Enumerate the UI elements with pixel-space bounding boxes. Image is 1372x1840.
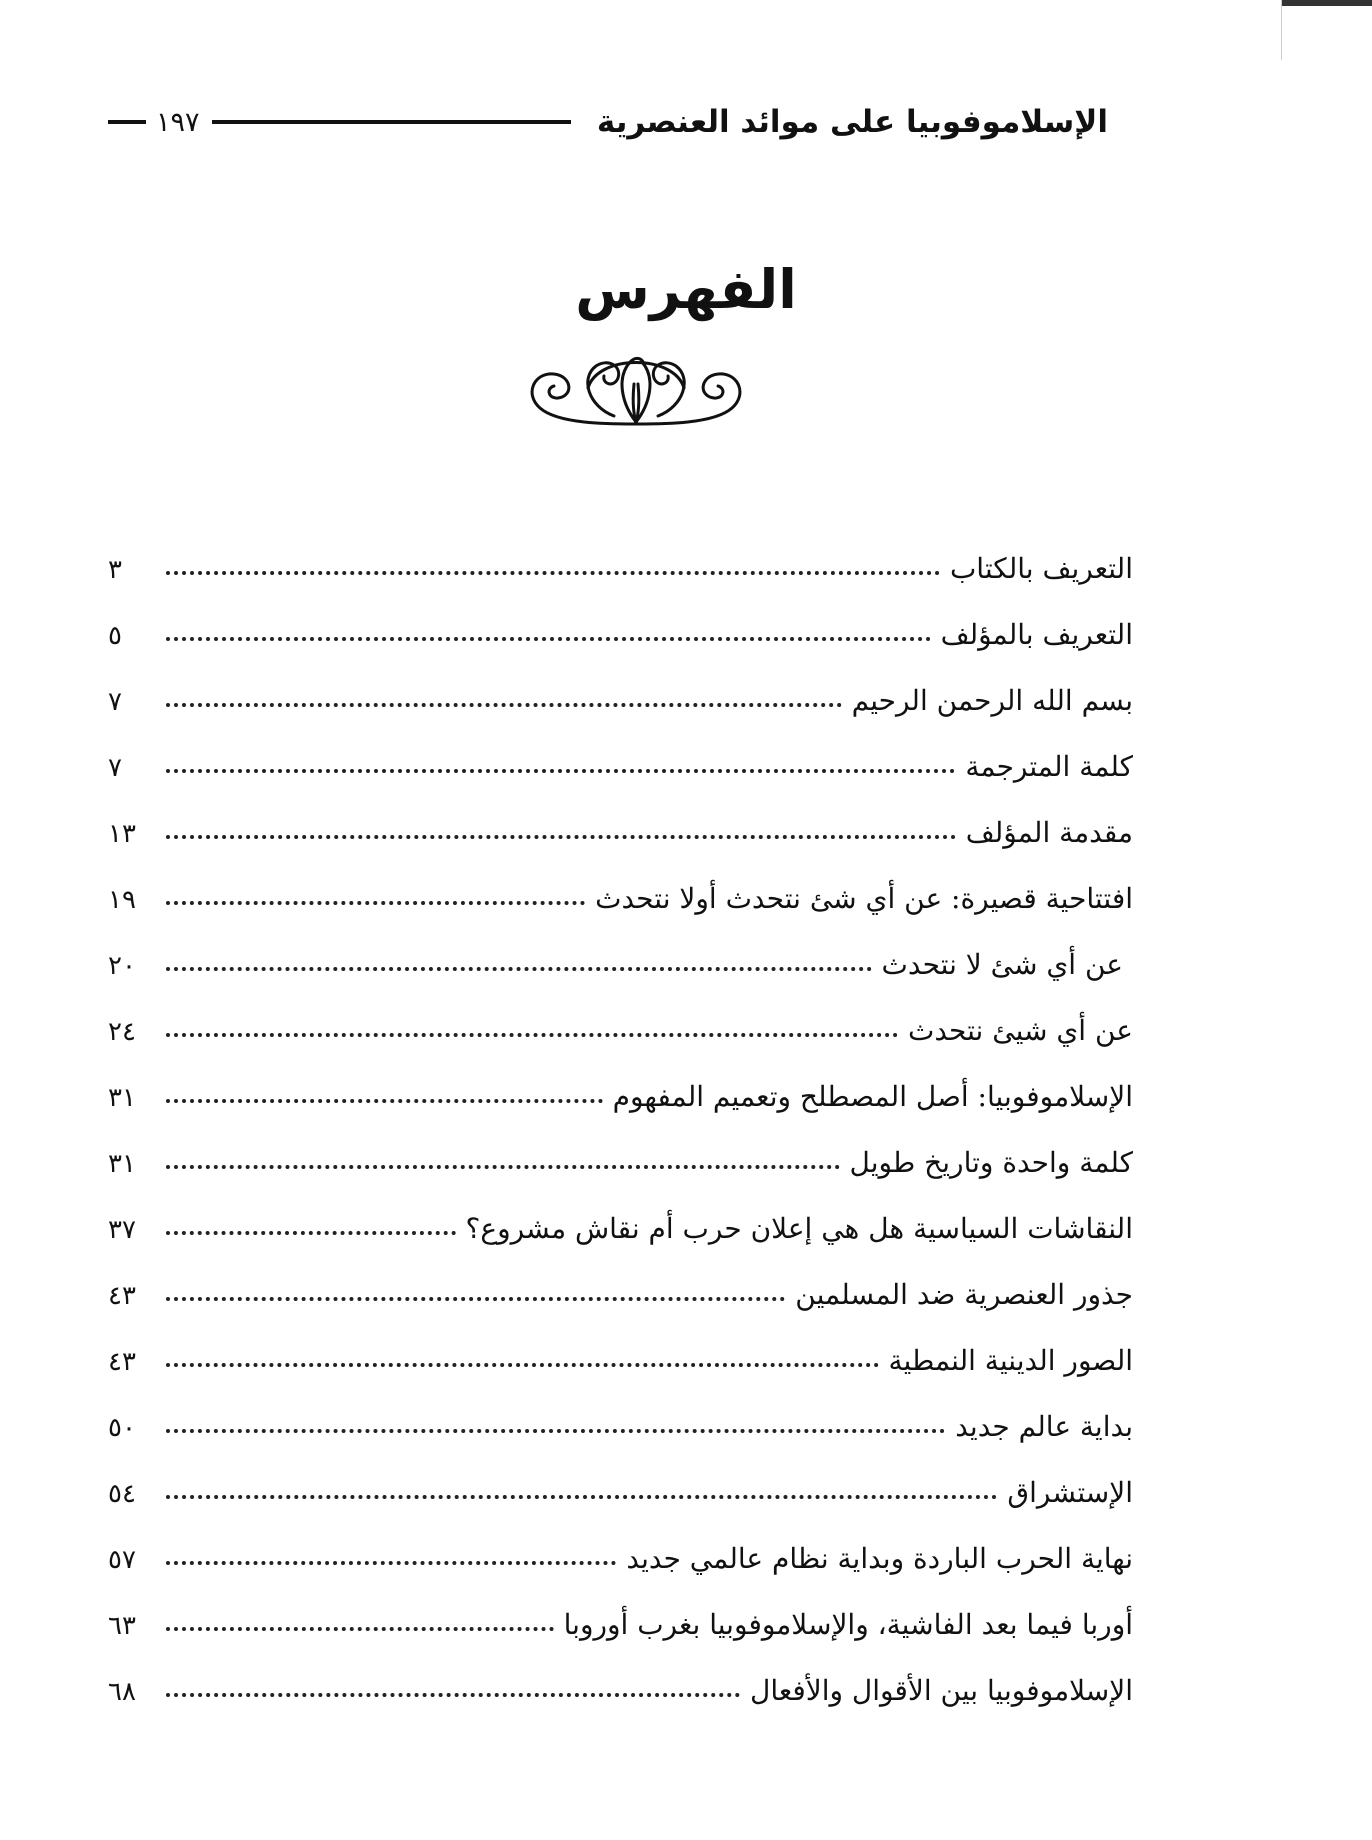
dot-leader xyxy=(166,769,955,773)
toc-entry-title: مقدمة المؤلف xyxy=(965,816,1133,849)
dot-leader xyxy=(166,571,940,575)
scan-artifact-line xyxy=(1281,0,1282,60)
toc-entry-title: التعريف بالكتاب xyxy=(949,552,1133,585)
toc-entry-page: ١٩ xyxy=(108,885,136,915)
toc-entry-title: كلمة المترجمة xyxy=(965,750,1133,783)
toc-entry-title: عن أي شيئ نتحدث xyxy=(907,1014,1133,1047)
toc-entry xyxy=(108,1185,1133,1251)
toc-entry-page: ٧ xyxy=(108,687,122,717)
toc-entry xyxy=(108,1383,1133,1449)
toc-entry xyxy=(108,987,1133,1053)
toc-entry xyxy=(108,1053,1133,1119)
dot-leader xyxy=(166,967,872,971)
toc-entry-page: ٥٧ xyxy=(108,1545,136,1575)
header-dash xyxy=(108,120,146,124)
toc-entry-title: افتتاحية قصيرة: عن أي شئ نتحدث أولا نتحدث xyxy=(595,882,1133,915)
dot-leader xyxy=(166,1297,785,1301)
dot-leader xyxy=(166,1561,616,1565)
toc-entry-page: ٤٣ xyxy=(108,1347,136,1377)
toc-entry-title: نهاية الحرب الباردة وبداية نظام عالمي جديد xyxy=(626,1542,1133,1575)
toc-entry xyxy=(108,591,1133,657)
toc-entry-title: النقاشات السياسية هل هي إعلان حرب أم نقاش مشروع؟ xyxy=(465,1212,1133,1245)
toc-entry-title: جذور العنصرية ضد المسلمين xyxy=(795,1278,1133,1311)
toc-entry-page: ٥ xyxy=(108,621,122,651)
dot-leader xyxy=(166,637,931,641)
running-header-title: الإسلاموفوبيا على موائد العنصرية xyxy=(596,104,1108,140)
toc-entry xyxy=(108,855,1133,921)
toc-entry-page: ١٣ xyxy=(108,819,136,849)
toc-entry-title: بسم الله الرحمن الرحيم xyxy=(851,684,1133,717)
toc-entry-page: ٣٧ xyxy=(108,1215,136,1245)
toc-entry-title: الإسلاموفوبيا بين الأقوال والأفعال xyxy=(749,1674,1133,1707)
toc-entry-title: الإسلاموفوبيا: أصل المصطلح وتعميم المفهوم xyxy=(612,1080,1133,1113)
toc-entry-title: بداية عالم جديد xyxy=(955,1410,1133,1443)
dot-leader xyxy=(166,1231,456,1235)
dot-leader xyxy=(166,901,585,905)
toc-entry xyxy=(108,723,1133,789)
toc-entry-page: ٣١ xyxy=(108,1083,136,1113)
toc-entry-page: ٥٤ xyxy=(108,1479,136,1509)
toc-entry xyxy=(108,657,1133,723)
dot-leader xyxy=(166,1627,554,1631)
toc-entry-title: كلمة واحدة وتاريخ طويل xyxy=(849,1146,1133,1179)
header-rule xyxy=(212,120,571,124)
dot-leader xyxy=(166,1495,997,1499)
toc-entry xyxy=(108,1449,1133,1515)
toc-entry xyxy=(108,921,1133,987)
toc-entry xyxy=(108,1581,1133,1647)
toc-entry xyxy=(108,1647,1133,1713)
scan-edge-mark xyxy=(1282,0,1372,6)
toc-entry xyxy=(108,789,1133,855)
dot-leader xyxy=(166,1165,840,1169)
toc-entry-page: ٢٤ xyxy=(108,1017,136,1047)
toc-entry xyxy=(108,1251,1133,1317)
toc-entry-title: الإستشراق xyxy=(1007,1476,1133,1509)
dot-leader xyxy=(166,703,842,707)
dot-leader xyxy=(166,1033,898,1037)
toc-entry-title: عن أي شئ لا نتحدث xyxy=(881,948,1123,981)
toc-entry-title: أوربا فيما بعد الفاشية، والإسلاموفوبيا بغرب أوروبا xyxy=(563,1608,1133,1641)
dot-leader xyxy=(166,1363,879,1367)
toc-entry-page: ٢٠ xyxy=(108,951,136,981)
toc-entry-page: ٦٨ xyxy=(108,1677,136,1707)
toc-entry xyxy=(108,1515,1133,1581)
toc-title: الفهرس xyxy=(575,258,797,321)
toc-entry-page: ٥٠ xyxy=(108,1413,136,1443)
toc-list xyxy=(108,525,1133,1713)
toc-entry-page: ٧ xyxy=(108,753,122,783)
page-number: ١٩٧ xyxy=(156,106,200,138)
toc-entry-title: الصور الدينية النمطية xyxy=(888,1344,1133,1377)
toc-entry xyxy=(108,1119,1133,1185)
toc-entry-title: التعريف بالمؤلف xyxy=(940,618,1133,651)
toc-entry xyxy=(108,525,1133,591)
dot-leader xyxy=(166,1429,945,1433)
dot-leader xyxy=(166,1693,740,1697)
toc-entry-page: ٤٣ xyxy=(108,1281,136,1311)
dot-leader xyxy=(166,1099,603,1103)
toc-entry-page: ٣ xyxy=(108,555,122,585)
decorative-flourish-icon xyxy=(518,344,754,430)
dot-leader xyxy=(166,835,956,839)
toc-entry-page: ٦٣ xyxy=(108,1611,136,1641)
toc-entry xyxy=(108,1317,1133,1383)
toc-entry-page: ٣١ xyxy=(108,1149,136,1179)
running-header xyxy=(108,100,1108,144)
